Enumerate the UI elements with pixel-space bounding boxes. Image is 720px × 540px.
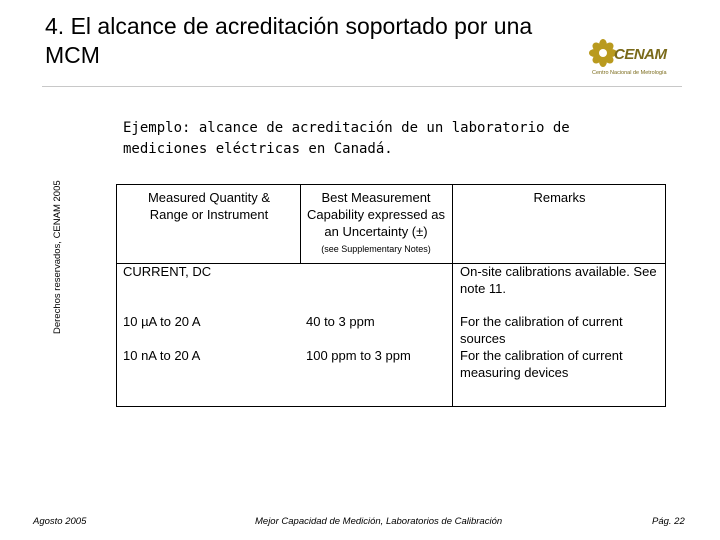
footer-date: Agosto 2005 (33, 516, 87, 527)
header-quantity: Measured Quantity & Range or Instrument (147, 190, 271, 222)
slide-title: 4. El alcance de acreditación soportado por una MCM (45, 13, 533, 68)
footer-page: Pág. 22 (652, 516, 685, 527)
table-row-remark: For the calibration of current measuring devices (460, 348, 623, 380)
cenam-logo (588, 38, 684, 80)
section-remark: On-site calibrations available. See note 11. (460, 264, 657, 296)
header-capability: Best Measurement Capability expressed as an Uncertainty (±) (306, 190, 446, 239)
accreditation-table (116, 184, 666, 407)
table-row-remark: For the calibration of current sources (460, 314, 623, 346)
table-row-uncertainty: 40 to 3 ppm (306, 314, 375, 329)
slide-subtitle: Ejemplo: alcance de acreditación de un laboratorio de mediciones eléctricas en Canadá. (123, 120, 570, 157)
column-divider (452, 185, 453, 406)
logo-wordmark: CENAM (614, 46, 667, 63)
table-row-range: 10 µA to 20 A (123, 314, 201, 329)
header-remarks: Remarks (533, 190, 586, 205)
header-divider (42, 86, 682, 87)
section-label: CURRENT, DC (123, 264, 212, 279)
table-row-range: 10 nA to 20 A (123, 348, 201, 363)
column-divider (300, 185, 301, 263)
footer-center: Mejor Capacidad de Medición, Laboratorios de Calibración (255, 516, 503, 527)
table-row-uncertainty: 100 ppm to 3 ppm (306, 348, 411, 363)
header-capability-note: (see Supplementary Notes) (321, 244, 431, 254)
logo-subtext: Centro Nacional de Metrología (592, 70, 667, 76)
copyright-vertical: Derechos reservados, CENAM 2005 (52, 180, 63, 334)
